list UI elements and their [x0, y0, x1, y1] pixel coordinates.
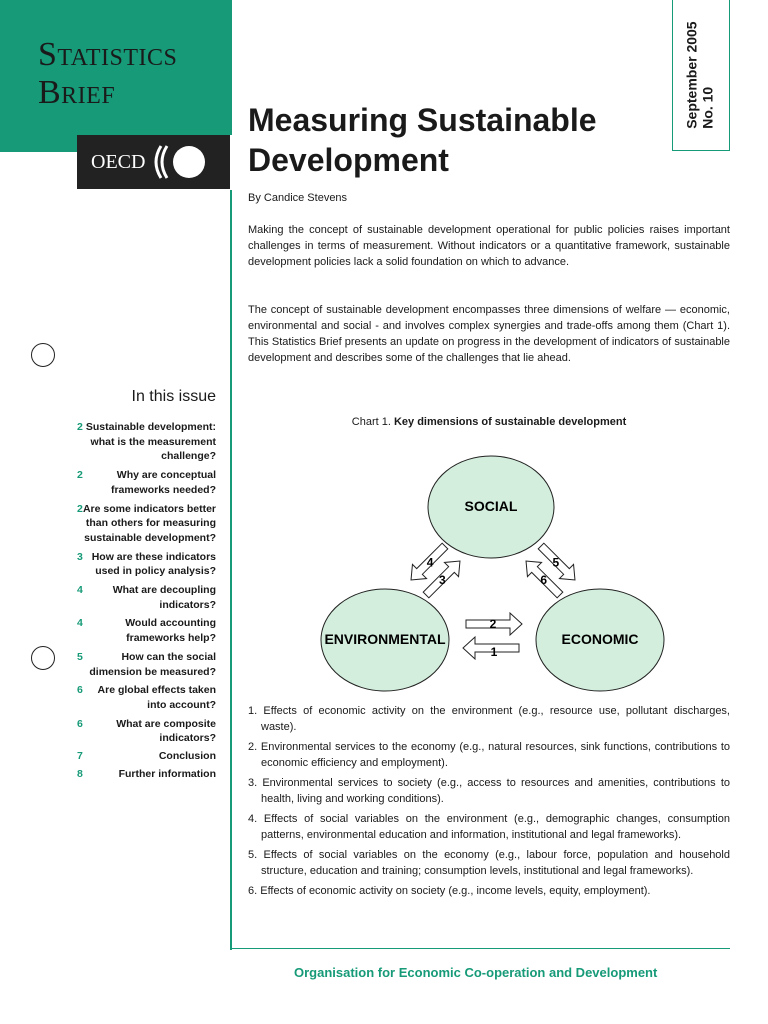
toc-item-label: Sustainable development: what is the measurement challenge? — [85, 421, 216, 463]
toc-page-number: 7 — [77, 750, 83, 763]
toc-item-label: How can the social dimension be measured? — [89, 650, 216, 678]
toc-page-number: 6 — [77, 717, 83, 730]
toc-item-label: What are decoupling indicators? — [112, 584, 216, 611]
economic-label: ECONOMIC — [561, 631, 639, 647]
list-item: 2. Environmental services to the economy (e.g., natural resources, sink functions, contributions to economic efficiency and employment). — [248, 741, 730, 769]
toc-item[interactable] — [77, 650, 216, 679]
toc-item-label: Are global effects taken into account? — [97, 684, 216, 711]
toc-item-label: Conclusion — [158, 750, 216, 763]
oecd-emblem-icon — [151, 144, 211, 180]
arrow-2-label: 2 — [489, 617, 497, 631]
toc-item[interactable] — [77, 717, 216, 746]
issue-info — [672, 0, 728, 150]
toc-item[interactable] — [77, 616, 216, 645]
toc-page-number: 3 — [77, 550, 83, 563]
toc-page-number: 8 — [77, 767, 83, 780]
toc-item-label: Would accounting frameworks help? — [125, 617, 216, 645]
footer-organisation: Organisation for Economic Co-operation and Development — [294, 965, 658, 980]
divider-top — [230, 0, 232, 135]
toc-item[interactable] — [77, 420, 216, 464]
page-title: Measuring Sustainable Development — [248, 102, 597, 178]
arrow-1-label: 1 — [490, 645, 498, 659]
brand-title — [38, 38, 177, 114]
toc-page-number: 2 — [77, 421, 83, 433]
arrow-2 — [466, 613, 522, 635]
divider-vertical — [230, 190, 232, 950]
issue-number: No. 10 — [700, 86, 716, 129]
arrow-1 — [463, 637, 519, 659]
list-item: 1. Effects of economic activity on the environment (e.g., resource use, pollutant discharges, waste). — [248, 705, 730, 733]
effects-list — [248, 703, 730, 903]
toc-item-label: Further information — [118, 767, 216, 780]
dimensions-diagram — [300, 445, 680, 695]
binder-hole — [31, 343, 55, 367]
oecd-logo — [77, 135, 230, 189]
toc-page-number: 6 — [77, 684, 83, 697]
byline: By Candice Stevens — [248, 192, 348, 204]
toc-item[interactable] — [77, 583, 216, 612]
social-label: SOCIAL — [464, 498, 518, 514]
toc-item[interactable] — [77, 683, 216, 712]
list-item: 3. Environmental services to society (e.g., access to resources and amenities, contributions to health, living and working conditions). — [248, 777, 730, 805]
toc-item[interactable] — [77, 502, 216, 546]
toc-list — [77, 420, 216, 785]
issue-date: September 2005 — [683, 21, 700, 129]
arrow-6-label: 6 — [540, 573, 548, 588]
toc-item[interactable] — [77, 767, 216, 782]
arrow-3-label: 3 — [438, 573, 446, 588]
toc-page-number: 2 — [77, 469, 83, 482]
arrow-4-label: 4 — [426, 555, 434, 570]
divider-horizontal — [232, 948, 730, 949]
binder-hole — [31, 646, 55, 670]
toc-item[interactable] — [77, 749, 216, 764]
toc-item-label: Are some indicators better than others for measuring sustainable development? — [82, 502, 216, 544]
oecd-logo-text: OECD — [91, 150, 146, 173]
toc-item-label: Why are conceptual frameworks needed? — [110, 469, 216, 496]
chart-caption-title: Key dimensions of sustainable development — [393, 416, 627, 428]
toc-item[interactable] — [77, 550, 216, 579]
toc-item-label: What are composite indicators? — [116, 717, 216, 745]
chart-caption-prefix: Chart 1. — [351, 416, 394, 428]
toc-item[interactable] — [77, 468, 216, 497]
list-item: 4. Effects of social variables on the environment (e.g., demographic changes, consumption patterns, environmental education and information, institutional and legal frameworks). — [248, 813, 730, 841]
toc-page-number: 4 — [77, 584, 83, 597]
brand-line-2: Brief — [38, 74, 116, 111]
toc-page-number: 2 — [77, 502, 83, 515]
intro-paragraph-1: Making the concept of sustainable development operational for public policies raises important challenges in terms of measurement. Without indicators or a quantitative framework, sustainable development policies lack a solid foundation on which to advance. — [248, 224, 730, 268]
brand-line-1: Statistics — [38, 36, 178, 73]
list-item: 5. Effects of social variables on the economy (e.g., labour force, population and household structure, education and training; consumption levels, institutional and legal frameworks). — [248, 849, 730, 877]
arrow-5-label: 5 — [552, 555, 560, 570]
toc-page-number: 5 — [77, 650, 83, 663]
toc-page-number: 4 — [77, 617, 83, 630]
list-item: 6. Effects of economic activity on society (e.g., income levels, equity, employment). — [248, 885, 651, 897]
toc-item-label: How are these indicators used in policy analysis? — [91, 550, 216, 578]
toc-title: In this issue — [131, 388, 216, 405]
environmental-label: ENVIRONMENTAL — [324, 631, 446, 647]
intro-paragraph-2: The concept of sustainable development encompasses three dimensions of welfare — economic, environmental and social - and involves complex synergies and trade-offs among them (Chart 1). This Statistics Brief presents an update on progress in the development of indicators of sustainable development and describes some of the challenges that lie ahead. — [248, 304, 730, 364]
chart-caption — [248, 416, 730, 428]
